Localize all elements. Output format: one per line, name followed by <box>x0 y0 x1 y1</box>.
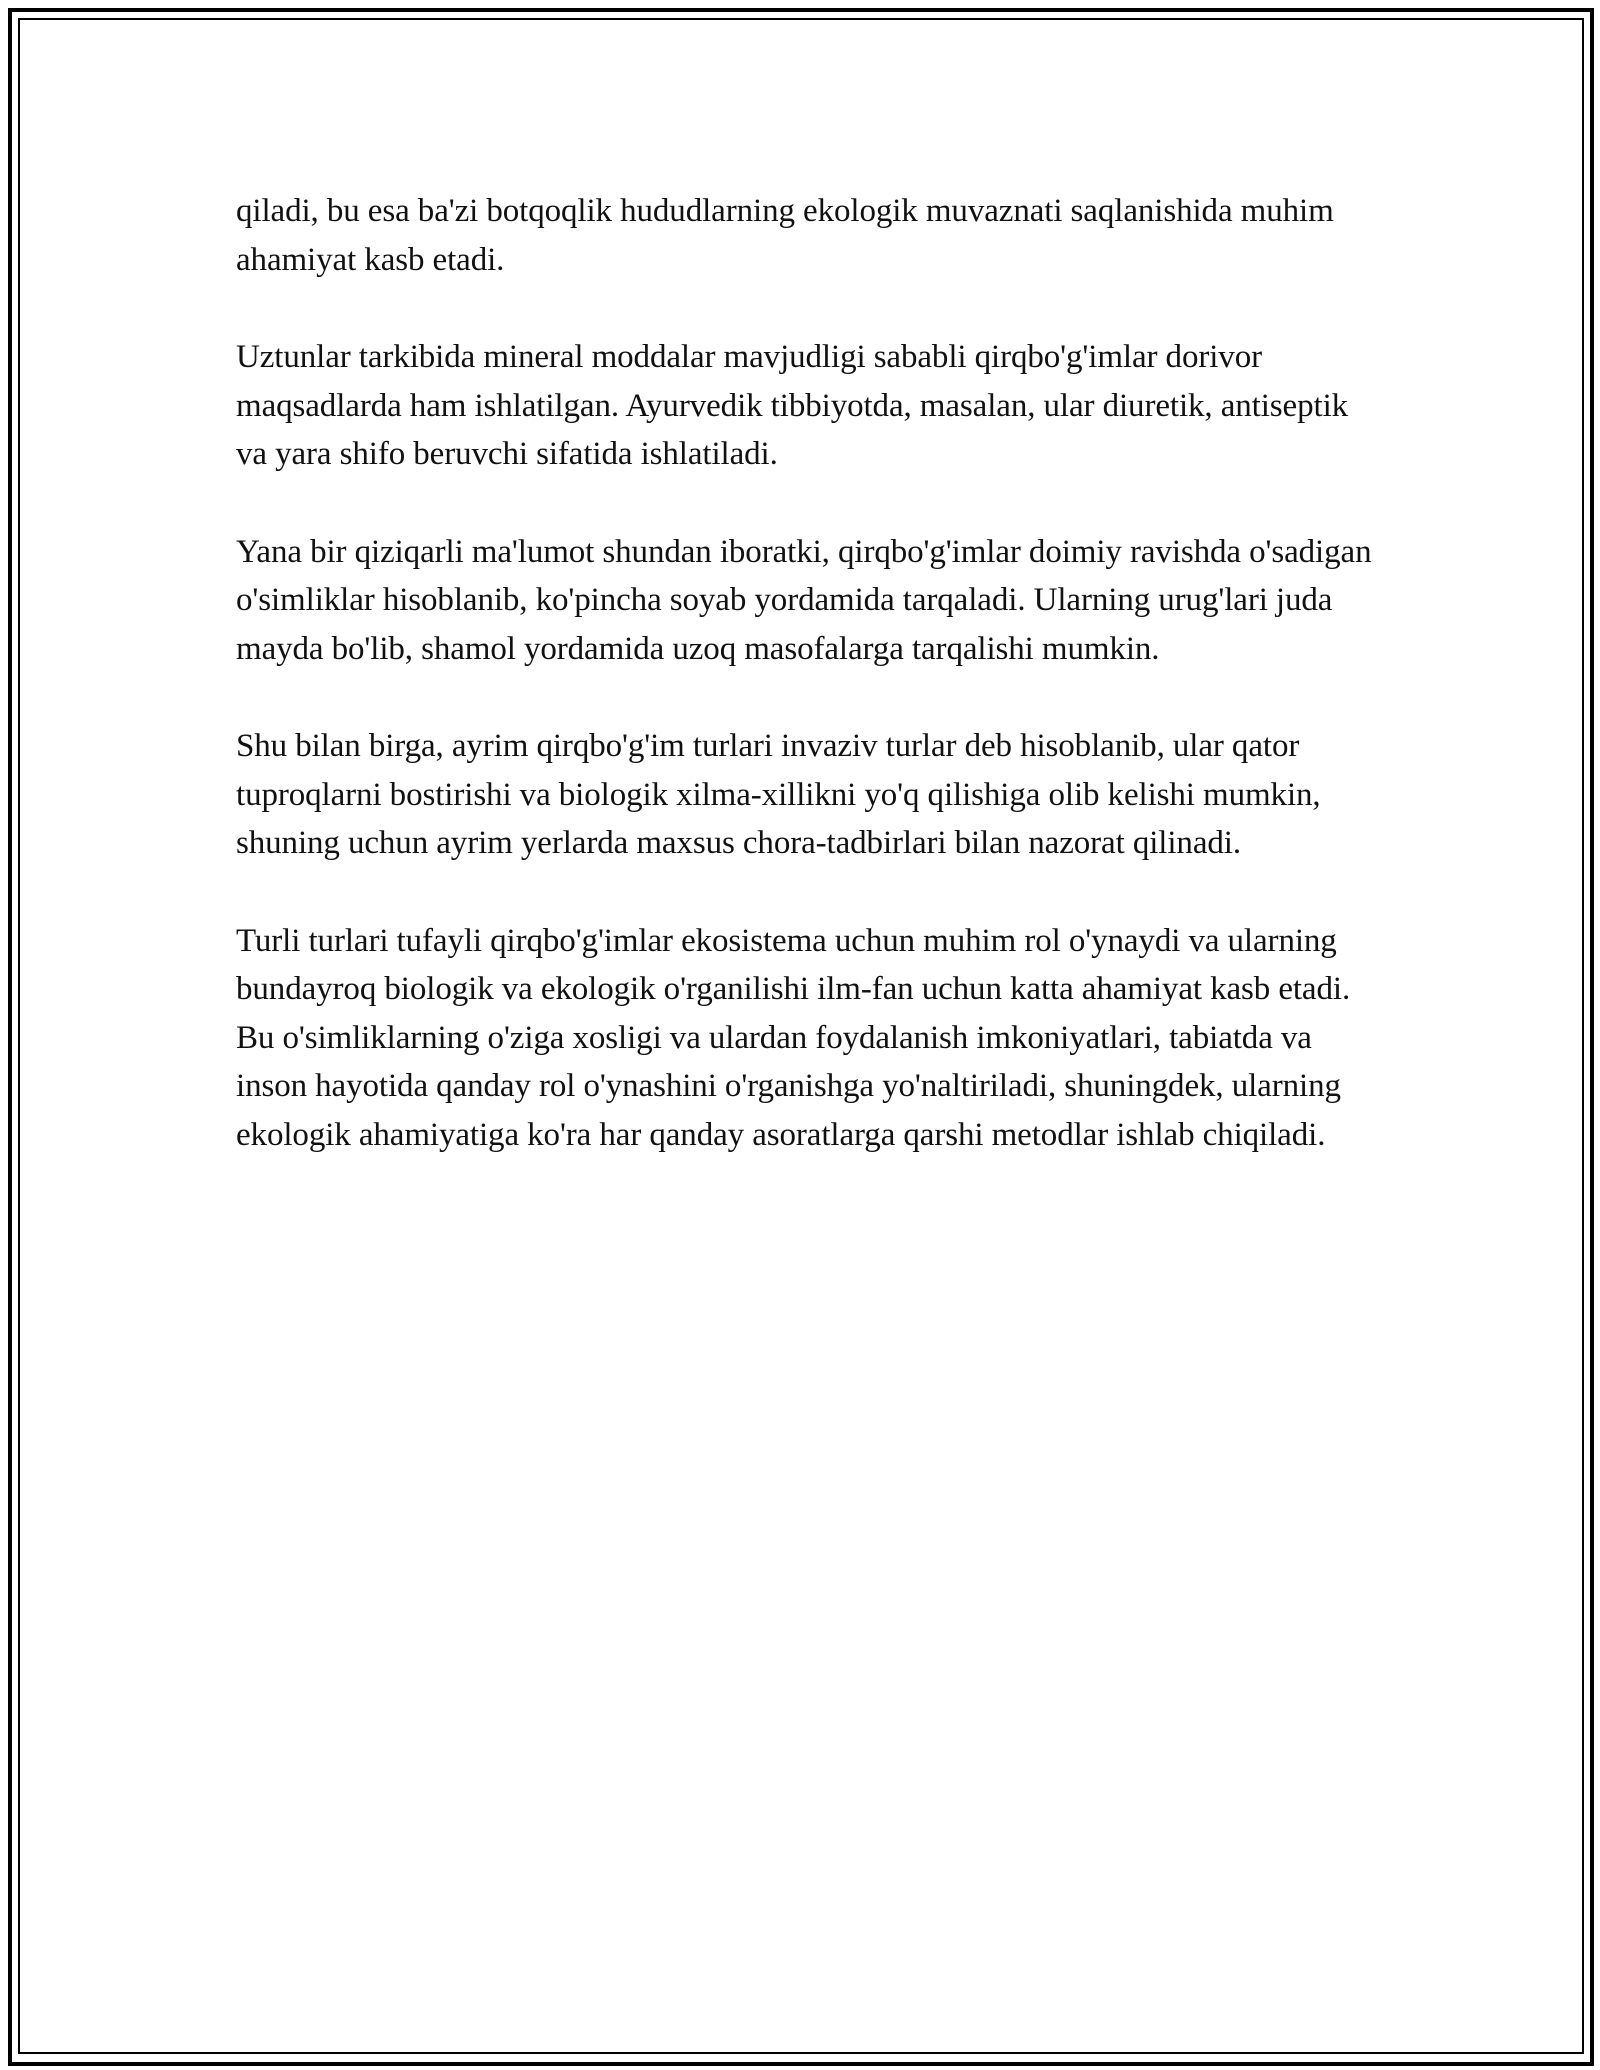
document-body <box>236 187 1386 1208</box>
paragraph: Uztunlar tarkibida mineral moddalar mavjudligi sababli qirqbo'g'imlar dorivor maqsadlarda ham ishlatilgan. Ayurvedik tibbiyotda, masalan, ular diuretik, antiseptik va yara shifo beruvchi sifatida ishlatiladi. <box>236 339 1349 472</box>
paragraph: Turli turlari tufayli qirqbo'g'imlar ekosistema uchun muhim rol o'ynaydi va ularning bundayroq biologik va ekologik o'rganilishi ilm-fan uchun katta ahamiyat kasb etadi. Bu o'simliklarning o'ziga xosligi va ulardan foydalanish imkoniyatlari, tabiatda va inson hayotida qanday rol o'ynashini o'rganishga yo'naltiriladi, shuningdek, ularning ekologik ahamiyatiga ko'ra har qanday asoratlarga qarshi metodlar ishlab chiqiladi. <box>236 922 1351 1153</box>
paragraph: Yana bir qiziqarli ma'lumot shundan iboratki, qirqbo'g'imlar doimiy ravishda o'sadigan o'simliklar hisoblanib, ko'pincha soyab yordamida tarqaladi. Ularning urug'lari juda mayda bo'lib, shamol yordamida uzoq masofalarga tarqalishi mumkin. <box>236 533 1372 667</box>
paragraph: qiladi, bu esa ba'zi botqoqlik hududlarning ekologik muvaznati saqlanishida muhim ahamiyat kasb etadi. <box>236 193 1334 278</box>
paragraph: Shu bilan birga, ayrim qirqbo'g'im turlari invaziv turlar deb hisoblanib, ular qator tuproqlarni bostirishi va biologik xilma-xillikni yo'q qilishiga olib kelishi mumkin, shuning uchun ayrim yerlarda maxsus chora-tadbirlari bilan nazorat qilinadi. <box>236 728 1321 861</box>
